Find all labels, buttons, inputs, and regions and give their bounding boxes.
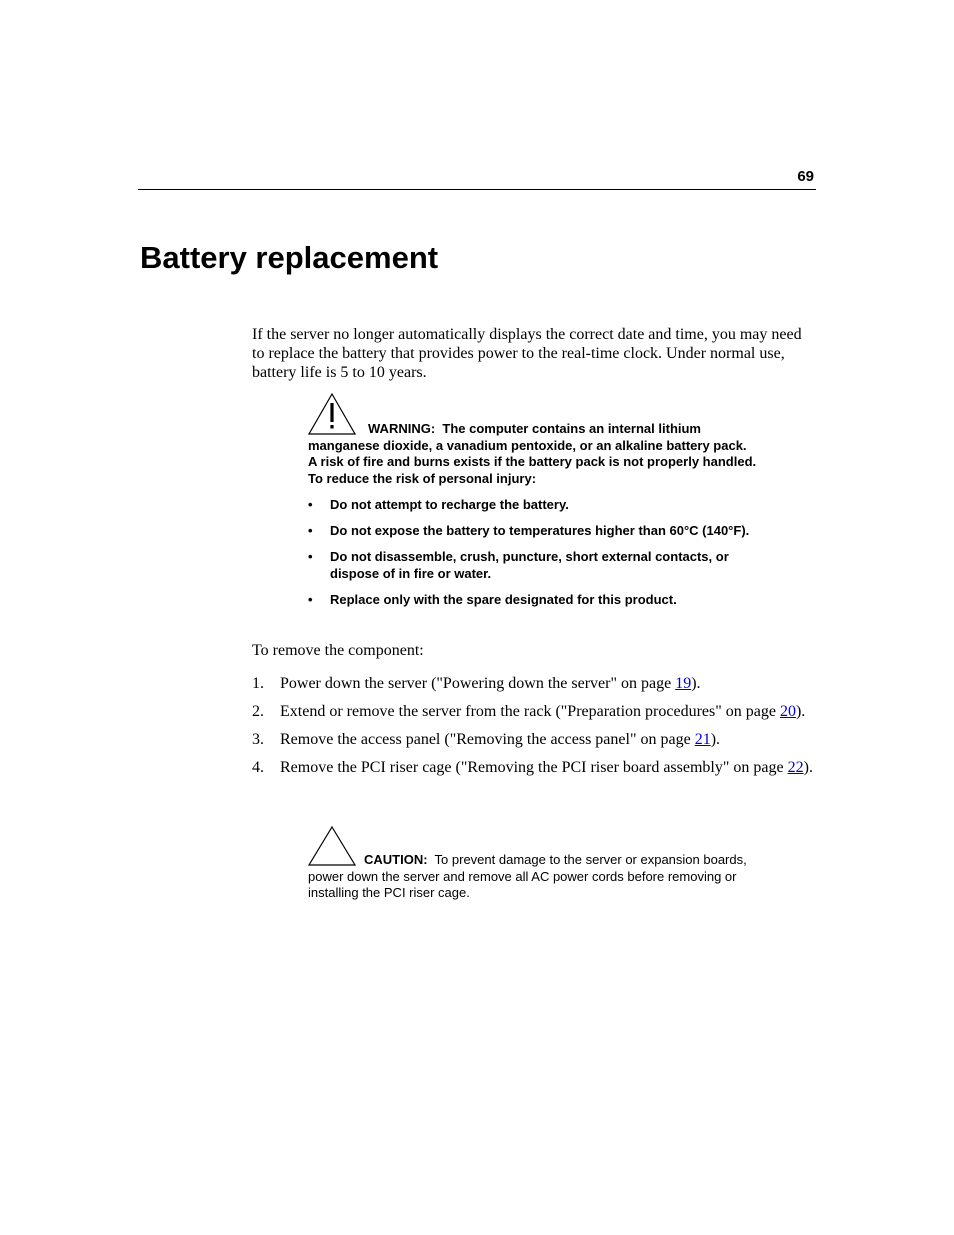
warning-list [308,497,758,608]
step-number: 1. [252,675,264,692]
page-link-19[interactable]: 19 [675,675,692,692]
warning-list-item: • Do not expose the battery to temperatures higher than 60°C (140°F). [308,523,750,538]
step-item: 1. Power down the server ("Powering down the server" on page 19). [252,675,701,692]
step-item: 3. Remove the access panel ("Removing the access panel" on page 21). [252,731,721,748]
warning-text [308,393,758,487]
step-number: 2. [252,703,264,720]
caution-body: To prevent damage to the server or expansion boards, power down the server and remove all AC power cords before removing or installing the PCI riser cage. [308,852,747,900]
page-number: 69 [797,168,814,185]
bullet: • [308,523,313,538]
step-item: 4. Remove the PCI riser cage ("Removing the PCI riser board assembly" on page 22). [252,759,813,776]
warning-list-item: • Do not disassemble, crush, puncture, short external contacts, or dispose of in fire or water. [308,549,729,581]
page-link-20[interactable]: 20 [779,703,796,720]
step-number: 4. [252,759,264,776]
bullet: • [308,549,313,564]
step-item: 2. Extend or remove the server from the rack ("Preparation procedures" on page 20). [252,703,806,720]
caution-label: CAUTION: [364,852,428,867]
page-title: Battery replacement [140,240,439,275]
caution-text [308,826,758,902]
warning-list-item: • Replace only with the spare designated for this product. [308,591,677,607]
warning-label: WARNING: [368,421,436,436]
warning-heading [308,393,758,487]
caution-block [308,826,758,902]
warning-list-item: • Do not attempt to recharge the battery. [308,497,569,512]
warning-body: The computer contains an internal lithium manganese dioxide, a vanadium pentoxide, or an alkaline battery pack. A risk of fire and burns exists if the battery pack is not properly handled. To reduce the risk of personal injury: [308,421,757,486]
bullet: • [308,497,313,512]
warning-block [308,393,758,618]
page-link-22[interactable]: 22 [787,759,804,776]
intro-paragraph: If the server no longer automatically displays the correct date and time, you may need to replace the battery that provides power to the real-time clock. Under normal use, battery life is 5 to 10 years. [252,326,802,381]
bullet: • [308,591,313,607]
page-link-21[interactable]: 21 [694,731,711,748]
procedure-steps [252,674,817,786]
procedure-lead: To remove the component: [252,642,424,659]
step-number: 3. [252,731,264,748]
warning-triangle-icon [308,393,356,435]
caution-triangle-icon [308,826,356,866]
header-rule [138,189,816,190]
